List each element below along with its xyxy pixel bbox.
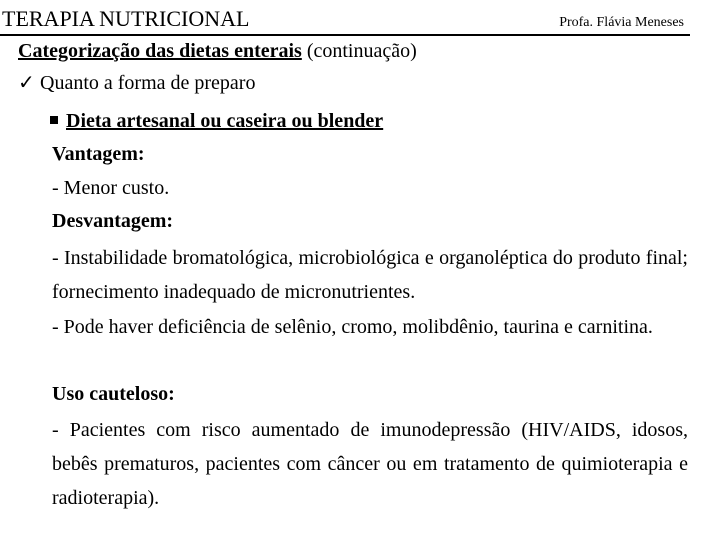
vantagem-item: - Menor custo. [52,177,170,199]
check-icon: ✓ [18,72,35,94]
slide-title: TERAPIA NUTRICIONAL [2,6,250,31]
vantagem-heading: Vantagem: [52,143,145,165]
bullet-item-artesanal [50,109,383,133]
uso-heading: Uso cauteloso: [52,383,175,405]
desvantagem-item: - Pode haver deficiência de selênio, cromo, molibdênio, taurina e carnitina. [52,316,653,338]
bullet-item-preparo [18,71,255,95]
subtitle-main: Categorização das dietas enterais [18,40,302,62]
desvantagem-heading: Desvantagem: [52,210,174,232]
author-name: Profa. Flávia Meneses [559,15,684,30]
section-subtitle [18,39,417,63]
uso-item: - Pacientes com risco aumentado de imunodepressão (HIV/AIDS, idosos, bebês prematuros, pacientes com câncer ou em tratamento de quimioterapia e radioterapia). [52,419,688,509]
bullet-item-text: Dieta artesanal ou caseira ou blender [66,110,384,132]
square-bullet-icon [50,116,58,124]
bullet-item-text: Quanto a forma de preparo [40,72,256,94]
subtitle-extra: (continuação) [301,40,417,62]
slide-header [0,4,690,36]
desvantagem-item: - Instabilidade bromatológica, microbiológica e organoléptica do produto final; fornecimento inadequado de micronutrientes. [52,247,688,303]
